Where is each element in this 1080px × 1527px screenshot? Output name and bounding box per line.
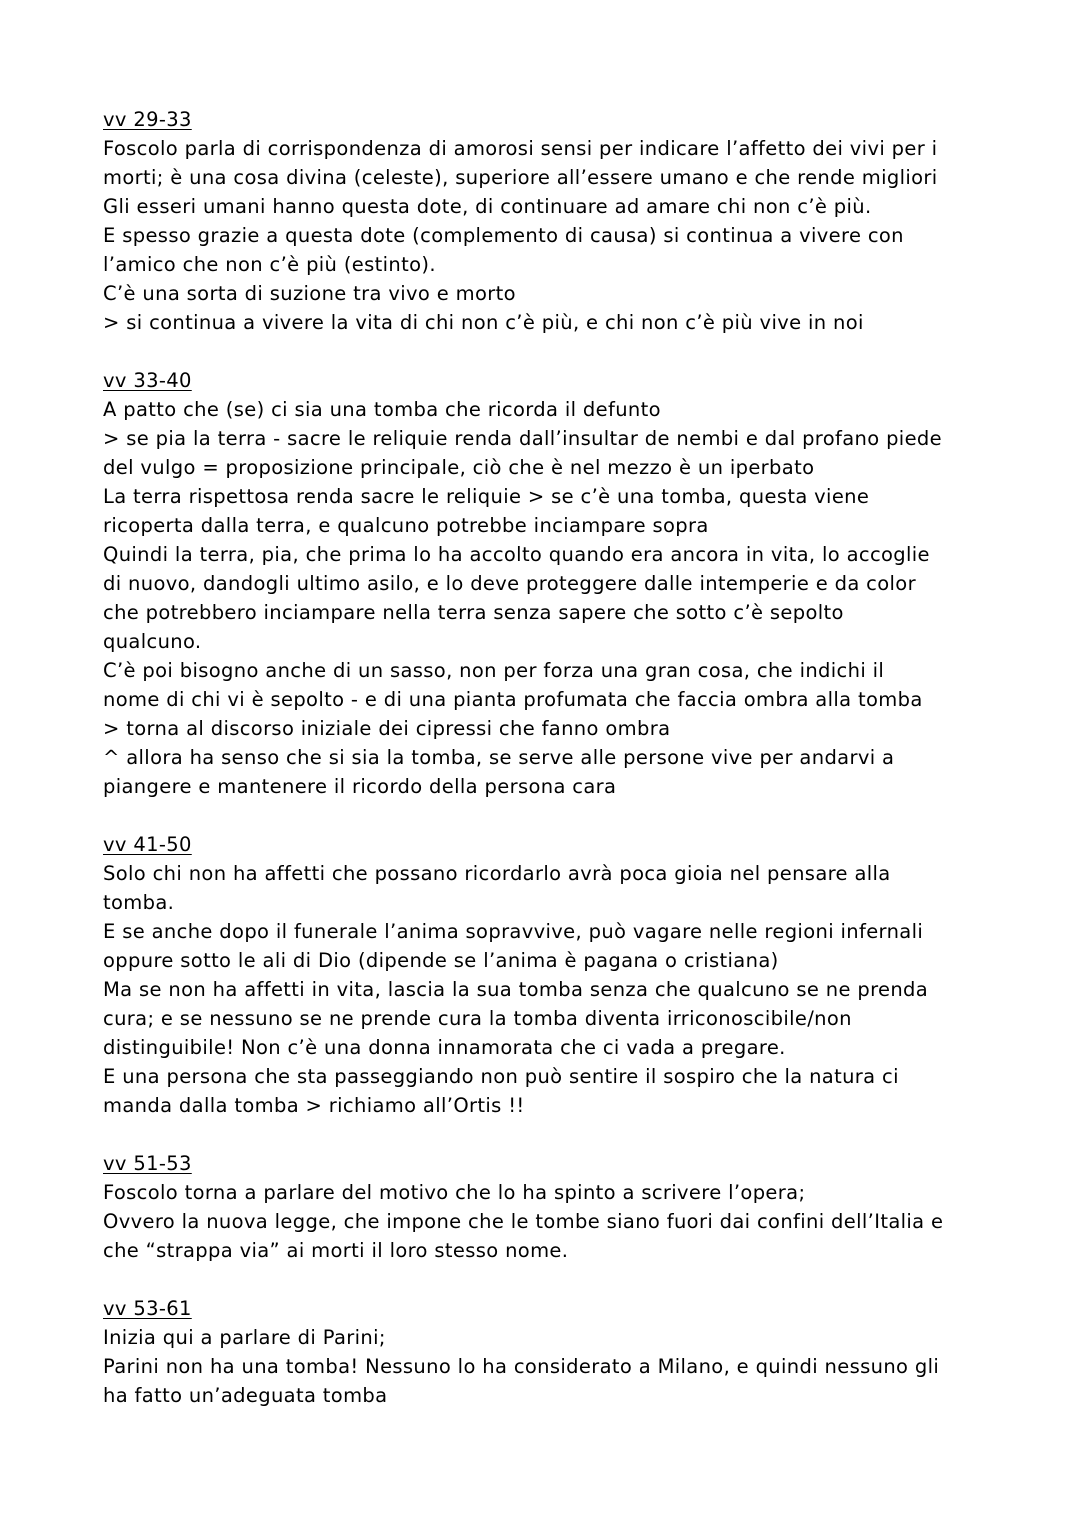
- text-line: distinguibile! Non c’è una donna innamorata che ci vada a pregare.: [103, 1036, 786, 1059]
- text-line: cura; e se nessuno se ne prende cura la tomba diventa irriconoscibile/non: [103, 1007, 852, 1030]
- text-line: E spesso grazie a questa dote (complemento di causa) si continua a vivere con: [103, 224, 904, 247]
- text-line: oppure sotto le ali di Dio (dipende se l’anima è pagana o cristiana): [103, 949, 779, 972]
- section-vv-51-53: [103, 1149, 1003, 1265]
- section-vv-41-50: [103, 830, 1003, 1120]
- section-vv-33-40: [103, 366, 1003, 801]
- text-line: Solo chi non ha affetti che possano ricordarlo avrà poca gioia nel pensare alla: [103, 862, 891, 885]
- text-line: ^ allora ha senso che si sia la tomba, se serve alle persone vive per andarvi a: [103, 746, 895, 769]
- text-line: Quindi la terra, pia, che prima lo ha accolto quando era ancora in vita, lo accoglie: [103, 543, 930, 566]
- section-text: [103, 859, 1003, 1120]
- text-line: > si continua a vivere la vita di chi non c’è più, e chi non c’è più vive in noi: [103, 311, 864, 334]
- section-heading: vv 29-33: [103, 108, 192, 131]
- text-line: ricoperta dalla terra, e qualcuno potrebbe inciampare sopra: [103, 514, 709, 537]
- text-line: E se anche dopo il funerale l’anima sopravvive, può vagare nelle regioni infernali: [103, 920, 924, 943]
- section-heading: vv 53-61: [103, 1297, 192, 1320]
- text-line: Foscolo torna a parlare del motivo che lo ha spinto a scrivere l’opera;: [103, 1181, 806, 1204]
- text-line: tomba.: [103, 891, 175, 914]
- text-line: La terra rispettosa renda sacre le reliquie > se c’è una tomba, questa viene: [103, 485, 870, 508]
- text-line: qualcuno.: [103, 630, 202, 653]
- section-heading: vv 33-40: [103, 369, 192, 392]
- text-line: manda dalla tomba > richiamo all’Ortis !!: [103, 1094, 525, 1117]
- text-line: l’amico che non c’è più (estinto).: [103, 253, 436, 276]
- section-heading: vv 41-50: [103, 833, 192, 856]
- document-page: [103, 105, 1003, 1439]
- text-line: > se pia la terra - sacre le reliquie renda dall’insultar de nembi e dal profano piede: [103, 427, 942, 450]
- text-line: di nuovo, dandogli ultimo asilo, e lo deve proteggere dalle intemperie e da color: [103, 572, 916, 595]
- text-line: C’è una sorta di suzione tra vivo e morto: [103, 282, 516, 305]
- text-line: E una persona che sta passeggiando non può sentire il sospiro che la natura ci: [103, 1065, 899, 1088]
- section-vv-29-33: [103, 105, 1003, 337]
- text-line: C’è poi bisogno anche di un sasso, non per forza una gran cosa, che indichi il: [103, 659, 885, 682]
- section-vv-53-61: [103, 1294, 1003, 1410]
- section-text: [103, 134, 1003, 337]
- text-line: nome di chi vi è sepolto - e di una pianta profumata che faccia ombra alla tomba: [103, 688, 923, 711]
- text-line: ha fatto un’adeguata tomba: [103, 1384, 388, 1407]
- section-text: [103, 1323, 1003, 1410]
- text-line: Ma se non ha affetti in vita, lascia la sua tomba senza che qualcuno se ne prenda: [103, 978, 929, 1001]
- text-line: del vulgo = proposizione principale, ciò che è nel mezzo è un iperbato: [103, 456, 815, 479]
- text-line: Foscolo parla di corrispondenza di amorosi sensi per indicare l’affetto dei vivi per i: [103, 137, 938, 160]
- text-line: piangere e mantenere il ricordo della persona cara: [103, 775, 617, 798]
- section-text: [103, 1178, 1003, 1265]
- text-line: morti; è una cosa divina (celeste), superiore all’essere umano e che rende migliori: [103, 166, 938, 189]
- text-line: Gli esseri umani hanno questa dote, di continuare ad amare chi non c’è più.: [103, 195, 872, 218]
- text-line: Inizia qui a parlare di Parini;: [103, 1326, 386, 1349]
- text-line: che potrebbero inciampare nella terra senza sapere che sotto c’è sepolto: [103, 601, 844, 624]
- text-line: Parini non ha una tomba! Nessuno lo ha considerato a Milano, e quindi nessuno gli: [103, 1355, 940, 1378]
- section-text: [103, 395, 1003, 801]
- text-line: che “strappa via” ai morti il loro stesso nome.: [103, 1239, 569, 1262]
- section-heading: vv 51-53: [103, 1152, 192, 1175]
- text-line: > torna al discorso iniziale dei cipressi che fanno ombra: [103, 717, 671, 740]
- text-line: Ovvero la nuova legge, che impone che le tombe siano fuori dai confini dell’Italia e: [103, 1210, 944, 1233]
- text-line: A patto che (se) ci sia una tomba che ricorda il defunto: [103, 398, 661, 421]
